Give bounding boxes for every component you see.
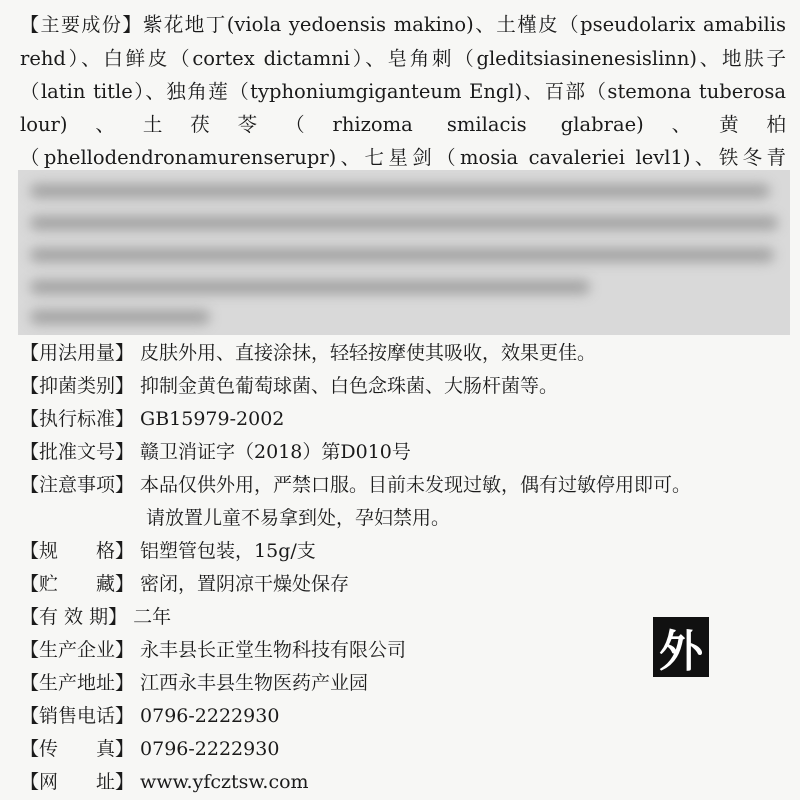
spec-label: 【规 格】 — [20, 540, 135, 562]
address-label: 【生产地址】 — [20, 672, 135, 694]
ingredients-label: 【主要成份】 — [20, 14, 143, 36]
address-value: 江西永丰县生物医药产业园 — [140, 672, 369, 694]
notes-value: 本品仅供外用，严禁口服。目前未发现过敏，偶有过敏停用即可。 — [140, 474, 692, 496]
manufacturer-value: 永丰县长正堂生物科技有限公司 — [140, 639, 407, 661]
standard-label: 【执行标准】 — [20, 408, 135, 430]
notes-row — [20, 470, 691, 497]
manufacturer-label: 【生产企业】 — [20, 639, 135, 661]
usage-row — [20, 338, 596, 365]
storage-row — [20, 569, 349, 596]
validity-label: 【有 效 期】 — [20, 606, 128, 628]
approval-label: 【批准文号】 — [20, 441, 135, 463]
approval-value: 赣卫消证字（2018）第D010号 — [140, 441, 411, 463]
website-label: 【网 址】 — [20, 771, 135, 793]
validity-value: 二年 — [133, 606, 172, 628]
standard-value: GB15979-2002 — [140, 408, 285, 430]
phone-label: 【销售电话】 — [20, 705, 135, 727]
stamp-text: 外 — [659, 626, 703, 677]
phone-row — [20, 701, 279, 728]
antibacterial-value: 抑制金黄色葡萄球菌、白色念珠菌、大肠杆菌等。 — [140, 375, 559, 397]
fax-row — [20, 734, 279, 761]
usage-label: 【用法用量】 — [20, 342, 135, 364]
antibacterial-row — [20, 371, 558, 398]
spec-row — [20, 536, 316, 563]
approval-row — [20, 437, 411, 464]
notes-label: 【注意事项】 — [20, 474, 135, 496]
website-value: www.yfcztsw.com — [140, 771, 309, 793]
storage-label: 【贮 藏】 — [20, 573, 135, 595]
fax-value: 0796-2222930 — [140, 738, 280, 760]
manufacturer-row — [20, 635, 406, 662]
address-row — [20, 668, 368, 695]
external-use-stamp — [653, 617, 709, 677]
validity-row — [20, 602, 171, 629]
spec-value: 铝塑管包装，15g/支 — [140, 540, 316, 562]
fax-label: 【传 真】 — [20, 738, 135, 760]
storage-value: 密闭，置阴凉干燥处保存 — [140, 573, 350, 595]
usage-value: 皮肤外用、直接涂抹，轻轻按摩使其吸收，效果更佳。 — [140, 342, 597, 364]
antibacterial-label: 【抑菌类别】 — [20, 375, 135, 397]
standard-row — [20, 404, 284, 431]
ingredients-text: 紫花地丁(viola yedoensis makino)、土槿皮（pseudolarix amabilis rehd）、白鲜皮（cortex dictamni）、皂角刺（gleditsiasinenesislinn)、地肤子（latin title）、独角莲（typhoniumgiganteum Engl)、百部（stemona tuberosa lour)、土茯苓（rhizoma smilacis glabrae)、黄柏（phellodendronamurenserupr)、七星剑（mosia cavaleriei levl1)、铁冬青 — [20, 13, 786, 169]
blurred-redacted-section — [18, 170, 790, 335]
notes-value-line2: 请放置儿童不易拿到处，孕妇禁用。 — [146, 507, 451, 529]
phone-value: 0796-2222930 — [140, 705, 280, 727]
website-row — [20, 767, 309, 794]
